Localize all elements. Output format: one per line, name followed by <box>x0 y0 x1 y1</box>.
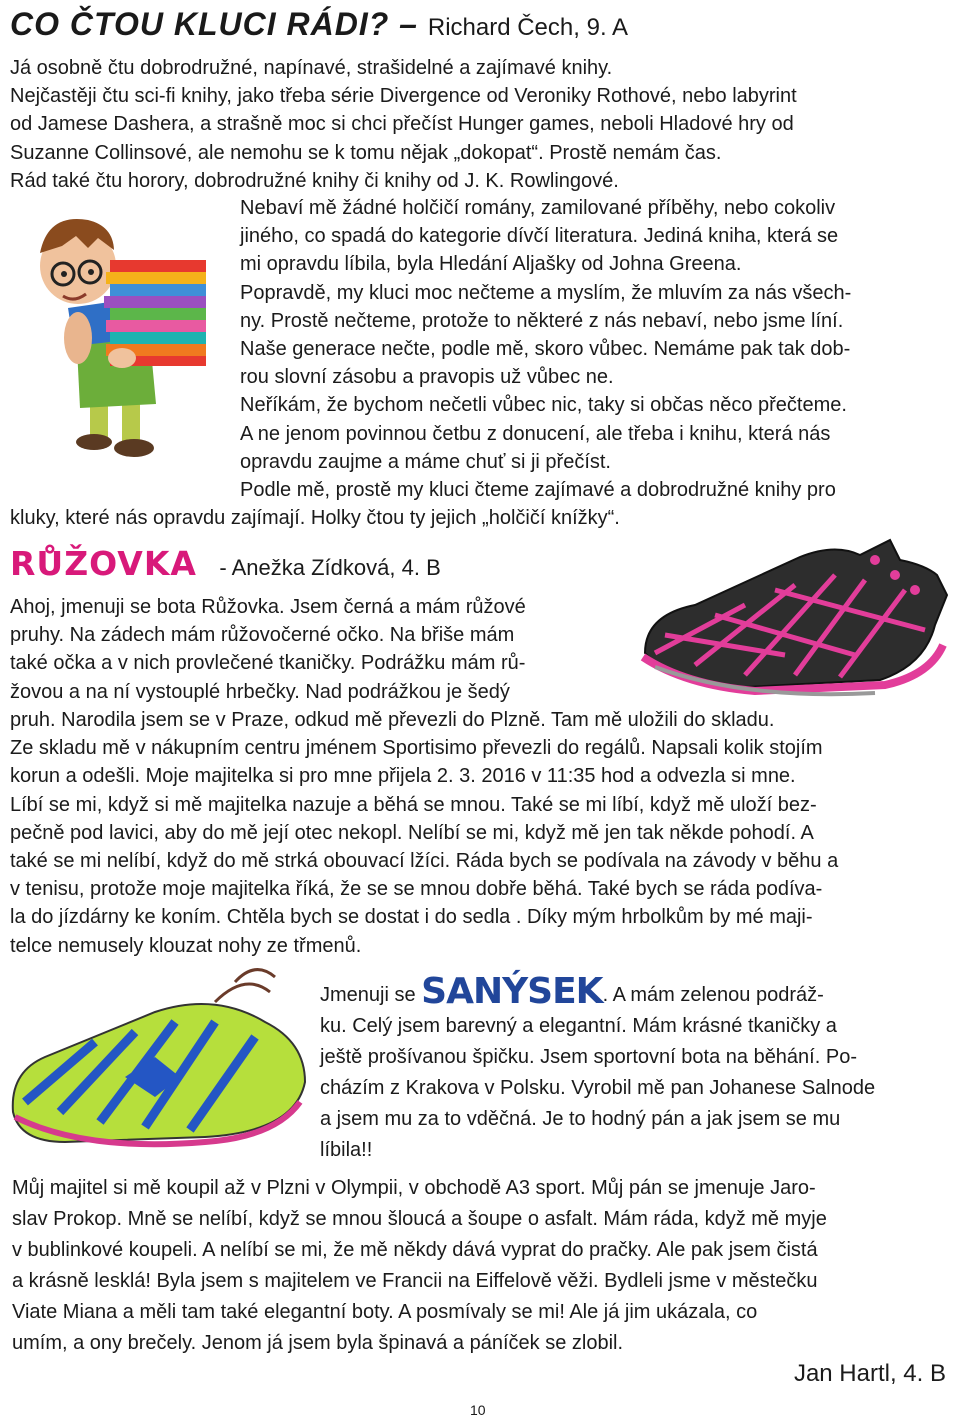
text-line: ny. Prostě nečteme, protože to některé z nás nebaví, nebo jsme líní. <box>240 309 844 332</box>
article3-title: SANÝSEK <box>421 971 603 1012</box>
text-line: Popravdě, my kluci moc nečteme a myslím, že mluvím za nás všech- <box>240 281 852 304</box>
text-line: ještě prošívanou špičku. Jsem sportovní bota na běhání. Po- <box>320 1046 857 1069</box>
text-line: v tenisu, protože moje majitelka říká, že se se mnou dobře běhá. Také bych se ráda podíva- <box>10 878 823 901</box>
article3-right-column <box>320 971 955 1166</box>
text-line: cházím z Krakova v Polsku. Vyrobil mě pan Johanese Salnode <box>320 1077 876 1100</box>
article2-author: - Anežka Zídková, 4. B <box>219 555 441 580</box>
text-line: žovou a na ní vystouplé hrbečky. Nad podrážkou je šedý <box>10 680 510 703</box>
article2-title: RŮŽOVKA <box>10 544 197 583</box>
article3-author: Jan Hartl, 4. B <box>793 1360 946 1387</box>
text-line: Můj majitel si mě koupil až v Plzni v Olympii, v obchodě A3 sport. Můj pán se jmenuje Jaro- <box>12 1177 816 1199</box>
text-line: Neříkám, že bychom nečetli vůbec nic, taky si občas něco přečteme. <box>240 394 847 417</box>
text-line: Viate Miana a měli tam také elegantní boty. A posmívaly se mi! Ale já jim ukázala, co <box>12 1301 758 1323</box>
article1-title: CO ČTOU KLUCI RÁDI? – <box>10 6 418 42</box>
article1-right-column <box>240 194 955 504</box>
text-line: mi opravdu líbila, byla Hledání Aljašky od Johna Greena. <box>240 253 742 276</box>
text-span: Jmenuji se <box>320 984 422 1006</box>
text-line: A ne jenom povinnou četbu z donucení, ale třeba i knihu, která nás <box>240 422 831 445</box>
text-line: v bublinkové koupeli. A nelíbí se mi, že mě někdy dává vyprat do pračky. Ale pak jsem čistá <box>12 1239 818 1261</box>
text-line: Nebaví mě žádné holčičí romány, zamilované příběhy, nebo cokoliv <box>240 197 836 219</box>
text-line: opravdu zaujme a máme chuť si ji přečíst. <box>240 450 611 473</box>
text-line: jiného, co spadá do kategorie dívčí literatura. Jediná kniha, která se <box>240 225 839 248</box>
article1-heading <box>10 6 628 43</box>
article1-intro <box>10 54 950 195</box>
article2-body <box>10 706 955 960</box>
text-line: slav Prokop. Mně se nelíbí, když se mnou šloucá a šoupe o asfalt. Mám ráda, když mě myje <box>12 1208 827 1230</box>
text-line: líbila!! <box>320 1139 373 1162</box>
pink-shoe-drawing <box>625 535 955 705</box>
text-line: umím, a ony brečely. Jenom já jsem byla špinavá a páníček se zlobil. <box>12 1332 624 1354</box>
article3-first-line <box>320 971 955 1012</box>
text-line: také se mi nelíbí, když do mě strká obouvací lžíci. Ráda bych se podívala na závody v běhu a <box>10 850 839 873</box>
article2-heading <box>10 544 441 583</box>
article1-closing: kluky, které nás opravdu zajímají. Holky čtou ty jejich „holčičí knížky“. <box>10 507 620 529</box>
text-line: a jsem mu za to vděčná. Je to hodný pán a jak jsem se mu <box>320 1108 841 1131</box>
text-line: Ze skladu mě v nákupním centru jménem Sportisimo převezli do regálů. Napsali kolik stojím <box>10 737 823 760</box>
article3-body <box>12 1173 955 1359</box>
text-span: . A mám zelenou podráž- <box>602 984 824 1006</box>
text-line: Rád také čtu horory, dobrodružné knihy či knihy od J. K. Rowlingové. <box>10 169 619 192</box>
text-line: pečně pod lavici, aby do mě její otec nekopl. Nelíbí se mi, když mě jen tak někde pohodí. A <box>10 821 814 844</box>
text-line: korun a odešli. Moje majitelka si pro mne přijela 2. 3. 2016 v 11:35 hod a odvezla si mne. <box>10 765 796 788</box>
text-line: a krásně lesklá! Byla jsem s majitelem ve Francii na Eiffelově věži. Bydleli jsme v městečku <box>12 1270 818 1292</box>
text-line: ku. Celý jsem barevný a elegantní. Mám krásné tkaničky a <box>320 1015 837 1038</box>
text-line: la do jízdárny ke koním. Chtěla bych se dostat i do sedla . Díky mým hrbolkům by mé maji- <box>10 906 813 929</box>
text-line: Podle mě, prostě my kluci čteme zajímavé a dobrodružné knihy pro <box>240 479 836 502</box>
colorful-shoe-drawing <box>5 962 315 1162</box>
text-line: Já osobně čtu dobrodružné, napínavé, strašidelné a zajímavé knihy. <box>10 57 613 79</box>
text-line: Nejčastěji čtu sci-fi knihy, jako třeba série Divergence od Veroniky Rothové, nebo labyrint <box>10 85 797 108</box>
text-line: rou slovní zásobu a pravopis už vůbec ne. <box>240 366 614 389</box>
article2-left-column <box>10 593 620 706</box>
text-line: Suzanne Collinsové, ale nemohu se k tomu nějak „dokopat“. Prostě nemám čas. <box>10 141 722 164</box>
page-number: 10 <box>470 1402 486 1418</box>
text-line: Naše generace nečte, podle mě, skoro vůbec. Nemáme pak tak dob- <box>240 338 851 361</box>
text-line: od Jamese Dashera, a strašně moc si chci přečíst Hunger games, neboli Hladové hry od <box>10 113 794 136</box>
text-line: také očka a v nich provlečené tkaničky. Podrážku mám rů- <box>10 652 526 675</box>
text-line: telce nemusely klouzat nohy ze třmenů. <box>10 934 362 957</box>
text-line: pruh. Narodila jsem se v Praze, odkud mě převezli do Plzně. Tam mě uložili do skladu. <box>10 709 775 731</box>
text-line: pruhy. Na zádech mám růžovočerné očko. Na břiše mám <box>10 624 515 647</box>
article1-author: Richard Čech, 9. A <box>427 14 628 41</box>
boy-with-books-image <box>18 208 218 458</box>
text-line: Líbí se mi, když si mě majitelka nazuje a běhá se mnou. Také se mi líbí, když mě uloží bez- <box>10 793 817 816</box>
text-line: Ahoj, jmenuji se bota Růžovka. Jsem černá a mám růžové <box>10 596 526 618</box>
